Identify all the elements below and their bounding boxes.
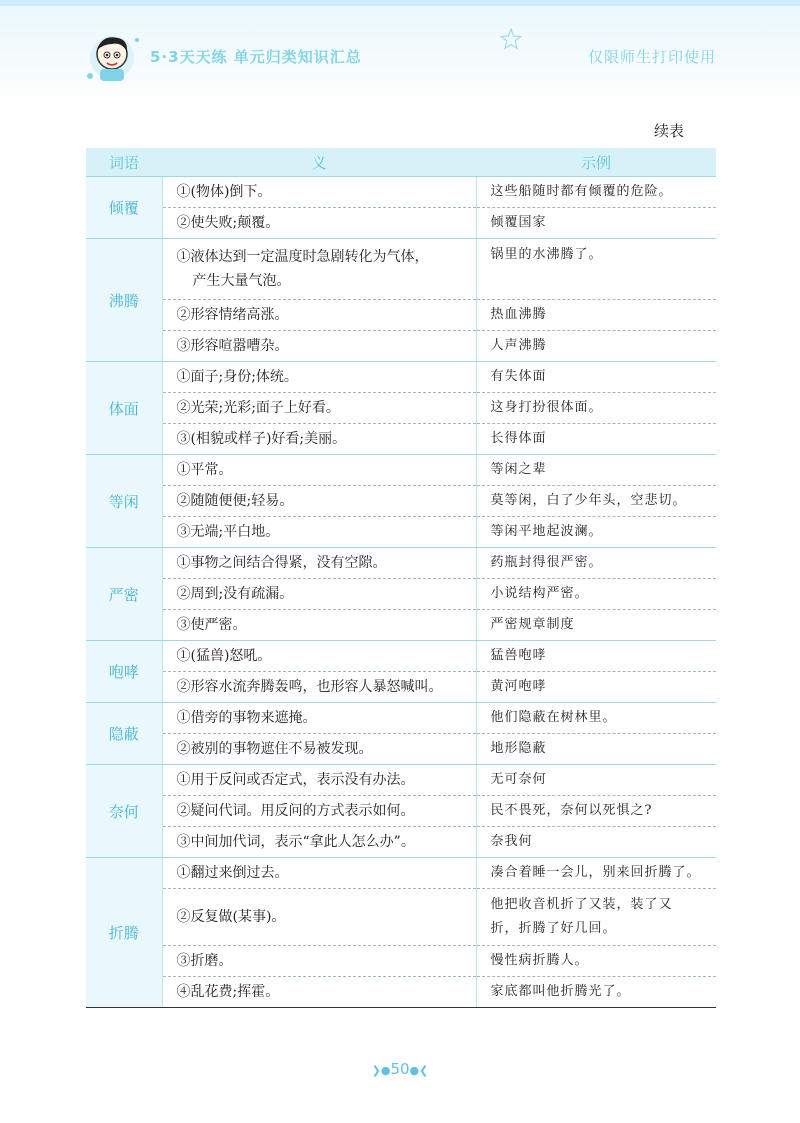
- example-line: 他把收音机折了又装，装了又: [490, 897, 673, 912]
- word-cell: 隐蔽: [86, 703, 162, 765]
- meaning-cell: ②被别的事物遮住不易被发现。: [162, 734, 476, 765]
- header-series-title: 5·3天天练 单元归类知识汇总: [150, 48, 362, 66]
- example-cell: 他们隐蔽在树林里。: [476, 703, 716, 734]
- table-row: [86, 331, 716, 362]
- example-cell: 长得体面: [476, 424, 716, 455]
- meaning-cell: ①事物之间结合得紧，没有空隙。: [162, 548, 476, 579]
- example-cell: 民不畏死，奈何以死惧之?: [476, 796, 716, 827]
- word-cell: 奈何: [86, 765, 162, 858]
- example-cell: 这些船随时都有倾覆的危险。: [476, 177, 716, 208]
- example-cell: 锅里的水沸腾了。: [476, 239, 716, 300]
- table-row: [86, 889, 716, 946]
- table-row: [86, 548, 716, 579]
- example-cell: 等闲之辈: [476, 455, 716, 486]
- example-line: 折，折腾了好几回。: [490, 921, 617, 936]
- table-row: [86, 977, 716, 1008]
- meaning-cell: ①(物体)倒下。: [162, 177, 476, 208]
- example-cell: 无可奈何: [476, 765, 716, 796]
- meaning-cell: ②使失败;颠覆。: [162, 208, 476, 239]
- meaning-cell: ①面子;身份;体统。: [162, 362, 476, 393]
- table-row: [86, 703, 716, 734]
- meaning-cell: ②光荣;光彩;面子上好看。: [162, 393, 476, 424]
- column-header-meaning: 义: [162, 148, 476, 177]
- meaning-cell: ③使严密。: [162, 610, 476, 641]
- table-row: [86, 641, 716, 672]
- meaning-line: ①液体达到一定温度时急剧转化为气体，: [176, 249, 429, 265]
- meaning-cell: ②形容情绪高涨。: [162, 300, 476, 331]
- example-cell: 莫等闲，白了少年头，空悲切。: [476, 486, 716, 517]
- table-header-row: [86, 148, 716, 177]
- page-number-value: 50: [390, 1060, 410, 1078]
- meaning-line: 产生大量气泡。: [192, 273, 291, 289]
- table-row: [86, 393, 716, 424]
- column-header-example: 示例: [476, 148, 716, 177]
- word-cell: 等闲: [86, 455, 162, 548]
- meaning-cell: ④乱花费;挥霍。: [162, 977, 476, 1008]
- star-decoration-icon: [500, 28, 522, 50]
- example-cell: 地形隐蔽: [476, 734, 716, 765]
- meaning-cell: ②周到;没有疏漏。: [162, 579, 476, 610]
- example-cell: 等闲平地起波澜。: [476, 517, 716, 548]
- example-cell: 凑合着睡一会儿，别来回折腾了。: [476, 858, 716, 889]
- table-row: [86, 946, 716, 977]
- table-row: [86, 858, 716, 889]
- table-row: [86, 517, 716, 548]
- example-cell: 药瓶封得很严密。: [476, 548, 716, 579]
- example-cell: 热血沸腾: [476, 300, 716, 331]
- example-cell: 家底都叫他折腾光了。: [476, 977, 716, 1008]
- page-number: [0, 1060, 800, 1078]
- meaning-cell: ③(相貌或样子)好看;美丽。: [162, 424, 476, 455]
- word-cell: 折腾: [86, 858, 162, 1008]
- column-header-word: 词语: [86, 148, 162, 177]
- meaning-cell: ②随随便便;轻易。: [162, 486, 476, 517]
- table-row: [86, 672, 716, 703]
- table-row: [86, 362, 716, 393]
- meaning-cell: [162, 239, 476, 300]
- word-cell: 咆哮: [86, 641, 162, 703]
- meaning-cell: ③形容喧嚣嘈杂。: [162, 331, 476, 362]
- header-usage-note: 仅限师生打印使用: [587, 48, 716, 66]
- table-row: [86, 239, 716, 300]
- example-cell: 人声沸腾: [476, 331, 716, 362]
- example-cell: 小说结构严密。: [476, 579, 716, 610]
- meaning-cell: ③折磨。: [162, 946, 476, 977]
- example-cell: [476, 889, 716, 946]
- example-cell: 慢性病折腾人。: [476, 946, 716, 977]
- ornament-right-icon: ●❮: [409, 1064, 429, 1077]
- example-cell: 猛兽咆哮: [476, 641, 716, 672]
- word-cell: 沸腾: [86, 239, 162, 362]
- example-cell: 严密规章制度: [476, 610, 716, 641]
- cartoon-boy-mascot-icon: [82, 26, 146, 86]
- meaning-cell: ①翻过来倒过去。: [162, 858, 476, 889]
- table-row: [86, 486, 716, 517]
- vocabulary-table: [86, 148, 716, 1008]
- example-cell: 有失体面: [476, 362, 716, 393]
- continued-label: 续表: [653, 122, 684, 140]
- meaning-cell: ③无端;平白地。: [162, 517, 476, 548]
- example-cell: 这身打扮很体面。: [476, 393, 716, 424]
- table-row: [86, 765, 716, 796]
- table-row: [86, 300, 716, 331]
- table-row: [86, 177, 716, 208]
- table-row: [86, 455, 716, 486]
- table-row: [86, 610, 716, 641]
- meaning-cell: ①借旁的事物来遮掩。: [162, 703, 476, 734]
- meaning-cell: ②形容水流奔腾轰鸣，也形容人暴怒喊叫。: [162, 672, 476, 703]
- meaning-cell: ②反复做(某事)。: [162, 889, 476, 946]
- ornament-left-icon: ❯●: [371, 1064, 391, 1077]
- word-cell: 体面: [86, 362, 162, 455]
- table-row: [86, 827, 716, 858]
- meaning-cell: ②疑问代词。用反问的方式表示如何。: [162, 796, 476, 827]
- example-cell: 奈我何: [476, 827, 716, 858]
- meaning-cell: ①用于反问或否定式，表示没有办法。: [162, 765, 476, 796]
- table-row: [86, 424, 716, 455]
- table-row: [86, 579, 716, 610]
- meaning-cell: ①(猛兽)怒吼。: [162, 641, 476, 672]
- table-row: [86, 208, 716, 239]
- meaning-cell: ①平常。: [162, 455, 476, 486]
- table-row: [86, 734, 716, 765]
- word-cell: 严密: [86, 548, 162, 641]
- example-cell: 倾覆国家: [476, 208, 716, 239]
- word-cell: 倾覆: [86, 177, 162, 239]
- meaning-cell: ③中间加代词，表示“拿此人怎么办”。: [162, 827, 476, 858]
- table-row: [86, 796, 716, 827]
- example-cell: 黄河咆哮: [476, 672, 716, 703]
